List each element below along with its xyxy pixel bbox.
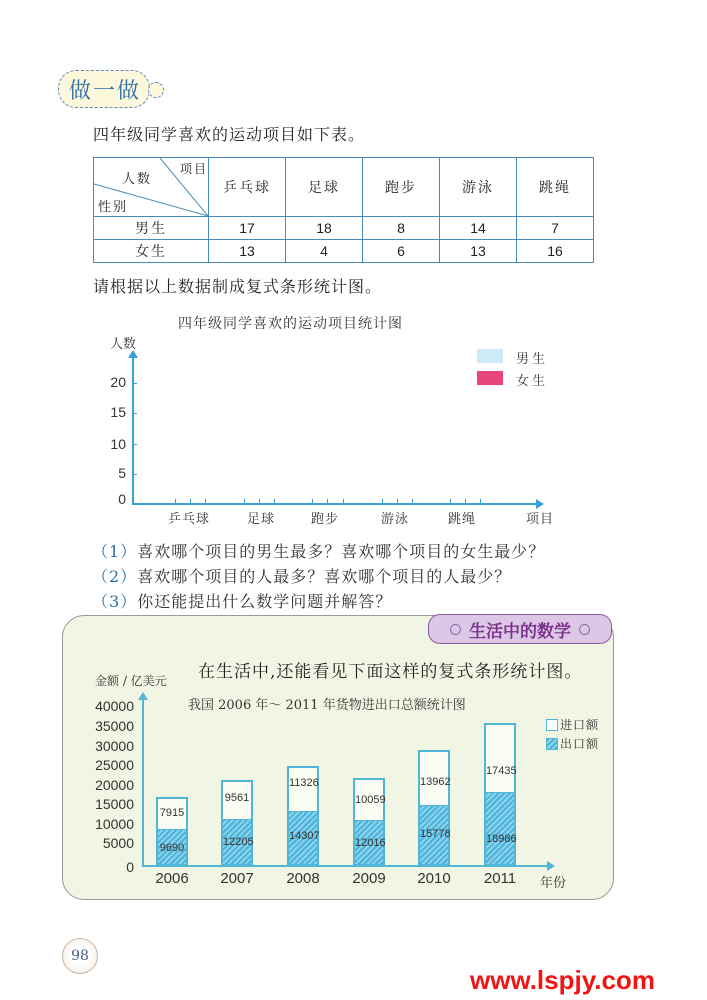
legend-import-label: 进口额 bbox=[560, 718, 600, 732]
x-category: 2008 bbox=[286, 870, 320, 887]
page-number-badge: 98 bbox=[62, 938, 98, 974]
table-cell: 6 bbox=[363, 240, 440, 263]
y-tick: 10 bbox=[110, 436, 126, 452]
row-label: 女生 bbox=[94, 240, 209, 263]
x-category: 2006 bbox=[155, 870, 189, 887]
y-tick: 0 bbox=[126, 859, 134, 875]
corner-label-gender: 性别 bbox=[98, 200, 129, 215]
bar-export-2011: 18986 bbox=[484, 791, 516, 866]
x-axis-arrow-icon bbox=[547, 861, 555, 871]
table-cell: 18 bbox=[286, 217, 363, 240]
corner-label-item: 项目 bbox=[180, 162, 209, 176]
column-header: 跳绳 bbox=[517, 158, 594, 217]
y-tick: 30000 bbox=[95, 738, 134, 754]
x-category: 跑步 bbox=[311, 512, 340, 527]
row-label: 男生 bbox=[94, 217, 209, 240]
life-math-tab: 生活中的数学 bbox=[428, 614, 612, 644]
bar-export-2006: 9690 bbox=[156, 828, 188, 866]
legend-export-swatch bbox=[546, 738, 558, 750]
y-tick: 5000 bbox=[102, 835, 134, 851]
column-header: 足球 bbox=[286, 158, 363, 217]
instruction-text: 请根据以上数据制成复式条形统计图。 bbox=[93, 277, 383, 296]
table-cell: 7 bbox=[517, 217, 594, 240]
y-tick: 5 bbox=[118, 465, 126, 481]
table-cell: 13 bbox=[209, 240, 286, 263]
watermark: www.lspjy.com bbox=[470, 965, 655, 995]
section-badge-label: 做一做 bbox=[69, 78, 142, 104]
column-header: 跑步 bbox=[363, 158, 440, 217]
legend-girls-label: 女生 bbox=[516, 374, 549, 389]
chart-title: 我国 2006 年～ 2011 年货物进出口总额统计图 bbox=[188, 698, 466, 713]
bar-export-2007: 12205 bbox=[221, 818, 253, 866]
question-item: （3）你还能提出什么数学问题并解答？ bbox=[92, 592, 393, 611]
x-category: 乒乓球 bbox=[168, 512, 211, 527]
y-tick: 15000 bbox=[95, 796, 134, 812]
y-axis-label: 人数 bbox=[110, 337, 137, 352]
bar-import-2008: 11326 bbox=[287, 766, 319, 811]
bar-export-2010: 15778 bbox=[418, 804, 450, 866]
intro-text: 四年级同学喜欢的运动项目如下表。 bbox=[93, 125, 366, 144]
y-axis-arrow-icon bbox=[138, 692, 148, 700]
y-tick: 10000 bbox=[95, 816, 134, 832]
table-cell: 4 bbox=[286, 240, 363, 263]
x-category: 2010 bbox=[417, 870, 451, 887]
table-cell: 17 bbox=[209, 217, 286, 240]
column-header: 游泳 bbox=[440, 158, 517, 217]
corner-label-count: 人数 bbox=[122, 172, 153, 187]
legend-boys-label: 男生 bbox=[516, 352, 549, 367]
bar-import-2007: 9561 bbox=[221, 780, 253, 819]
x-category: 足球 bbox=[247, 512, 276, 527]
bar-export-2008: 14307 bbox=[287, 810, 319, 866]
y-tick: 20 bbox=[110, 374, 126, 390]
y-axis-label: 金额 / 亿美元 bbox=[95, 674, 167, 688]
table-cell: 13 bbox=[440, 240, 517, 263]
question-item: （1）喜欢哪个项目的男生最多？喜欢哪个项目的女生最少？ bbox=[92, 542, 546, 561]
y-tick: 15 bbox=[110, 404, 126, 420]
y-tick: 40000 bbox=[95, 698, 134, 714]
chart-title: 四年级同学喜欢的运动项目统计图 bbox=[178, 316, 403, 332]
table-cell: 8 bbox=[363, 217, 440, 240]
x-axis-label: 项目 bbox=[526, 512, 555, 527]
x-category: 2009 bbox=[352, 870, 386, 887]
legend-export-label: 出口额 bbox=[560, 737, 600, 751]
bar-import-2011: 17435 bbox=[484, 723, 516, 792]
question-item: （2）喜欢哪个项目的人最多？喜欢哪个项目的人最少？ bbox=[92, 567, 512, 586]
legend-import-swatch bbox=[546, 719, 558, 731]
y-tick: 20000 bbox=[95, 777, 134, 793]
life-intro-text: 在生活中,还能看见下面这样的复式条形统计图。 bbox=[198, 662, 583, 682]
bar-import-2009: 10059 bbox=[353, 778, 385, 820]
y-tick: 35000 bbox=[95, 718, 134, 734]
bar-import-2006: 7915 bbox=[156, 797, 188, 829]
table-cell: 14 bbox=[440, 217, 517, 240]
x-category: 2011 bbox=[483, 870, 517, 887]
bar-export-2009: 12016 bbox=[353, 819, 385, 866]
x-category: 游泳 bbox=[381, 512, 410, 527]
bar-import-2010: 13962 bbox=[418, 750, 450, 805]
y-tick: 0 bbox=[118, 491, 126, 507]
x-category: 2007 bbox=[220, 870, 254, 887]
table-cell: 16 bbox=[517, 240, 594, 263]
y-axis bbox=[142, 698, 144, 866]
x-category: 跳绳 bbox=[448, 512, 477, 527]
y-tick: 25000 bbox=[95, 757, 134, 773]
column-header: 乒乓球 bbox=[209, 158, 286, 217]
x-axis-label: 年份 bbox=[540, 876, 567, 891]
